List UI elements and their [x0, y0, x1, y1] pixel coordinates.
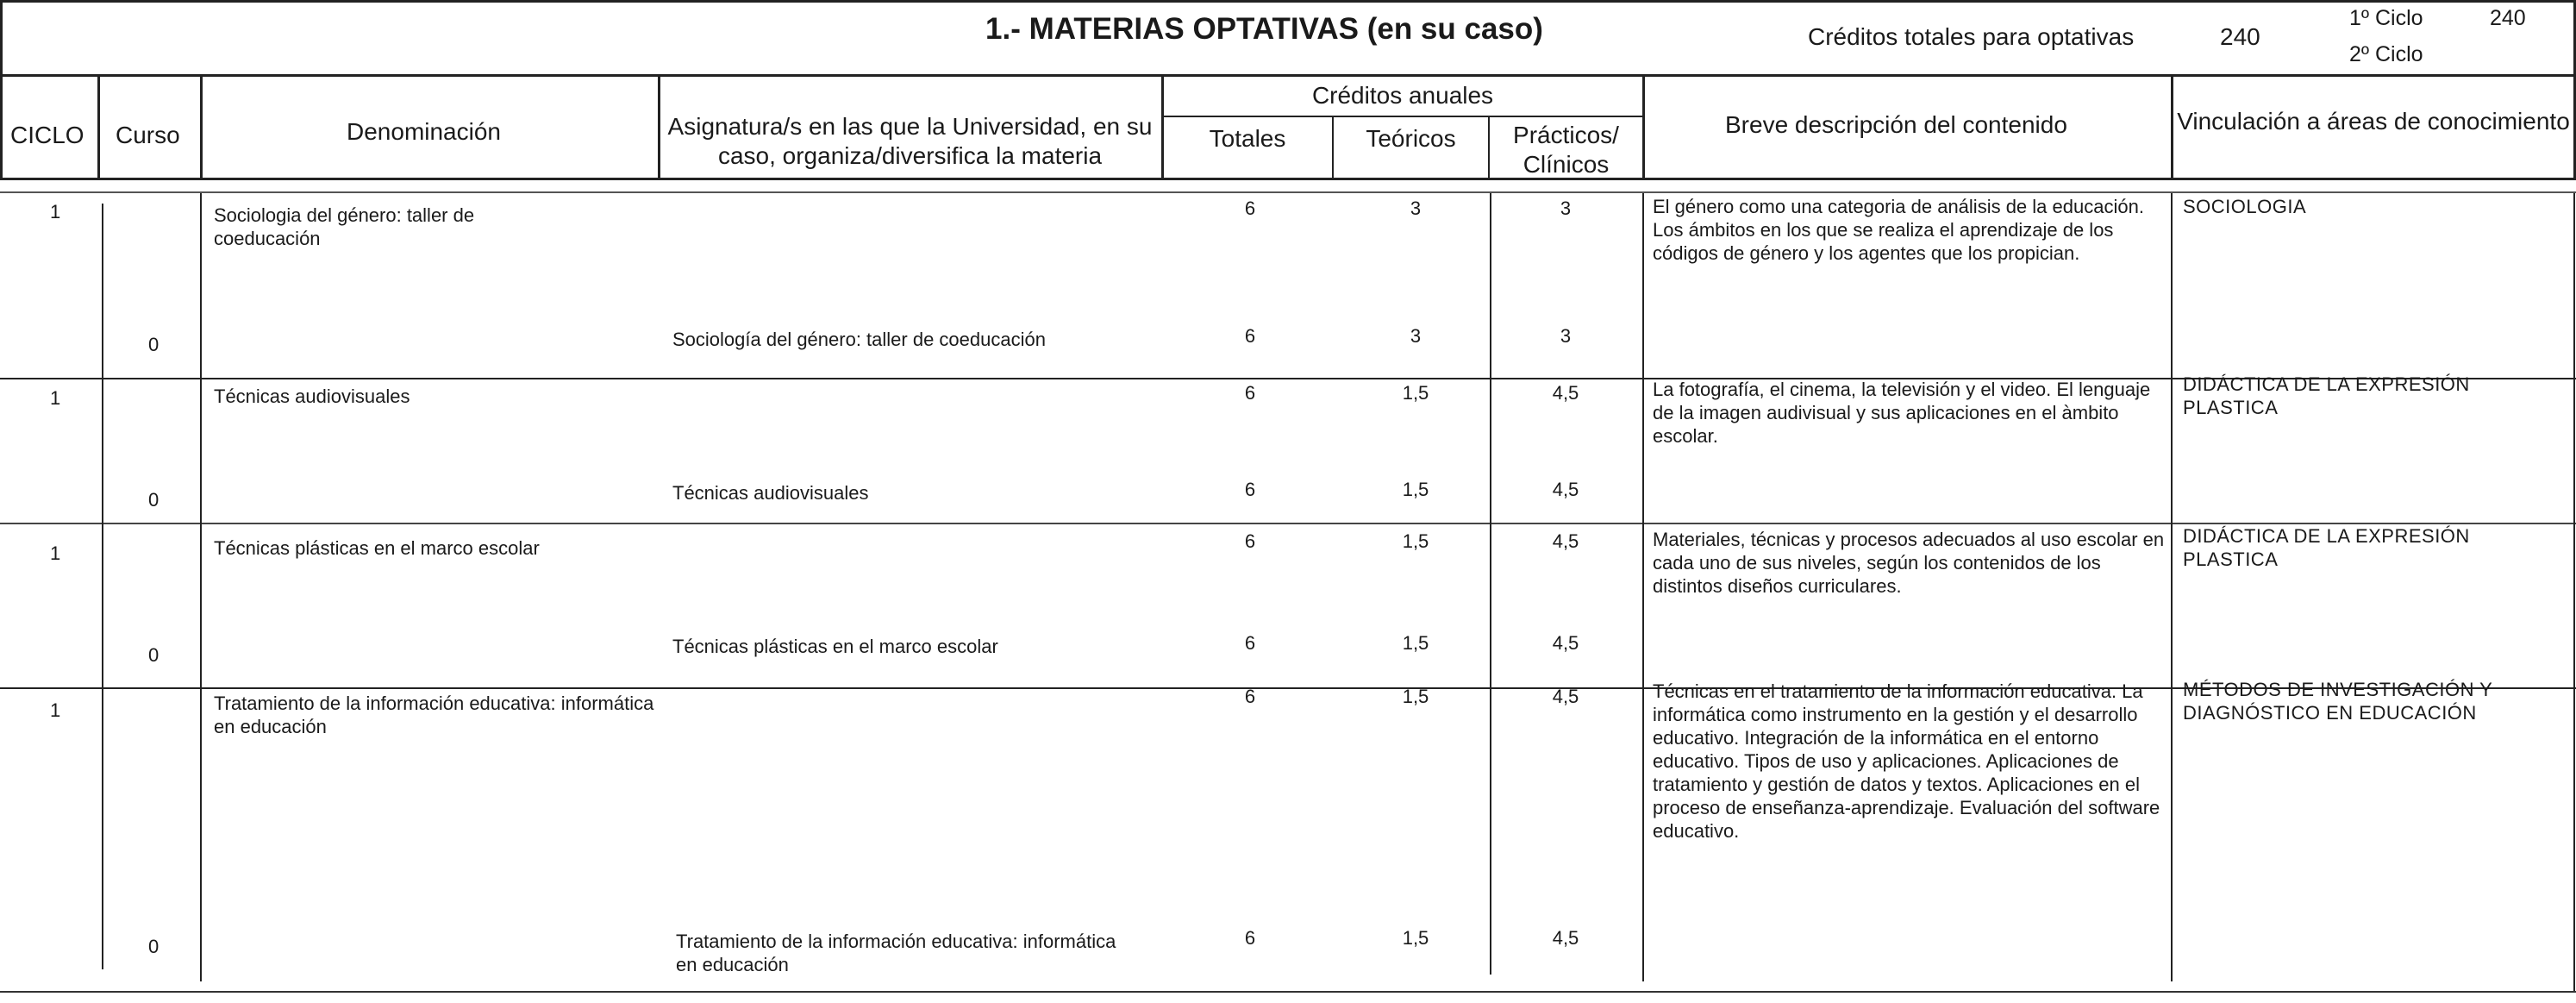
hdr-sep-1 [97, 76, 100, 179]
row3-practicos: 4,5 [1552, 530, 1579, 552]
body-right-line [2573, 193, 2575, 991]
hdr-sep-7 [1642, 76, 1645, 179]
hdr-sep-3 [658, 76, 660, 179]
row3-totales: 6 [1244, 530, 1256, 552]
creditos-totales-value: 240 [2220, 23, 2260, 50]
row3-sub-practicos: 4,5 [1552, 632, 1579, 654]
row4-practicos: 4,5 [1552, 686, 1579, 707]
page-title: 1.- MATERIAS OPTATIVAS (en su caso) [985, 12, 1543, 46]
frame-top-line [0, 0, 2576, 3]
row1-sub-totales: 6 [1244, 325, 1256, 347]
row1-teoricos: 3 [1410, 197, 1422, 219]
creditos-anuales-underline [1161, 116, 1642, 117]
body-top-line [0, 191, 2576, 193]
row1-curso: 0 [148, 334, 159, 355]
row3-denominacion: Técnicas plásticas en el marco escolar [214, 537, 540, 559]
col-header-vinculacion: Vinculación a áreas de conocimiento [2177, 108, 2570, 135]
row2-practicos: 4,5 [1552, 382, 1579, 404]
row2-descripcion: La fotografía, el cinema, la televisión y el video. El lenguaje de la imagen audivisual y sus aplicaciones en el àmbito escolar. [1653, 379, 2151, 447]
hdr-sep-2 [200, 76, 203, 179]
row4-sub-totales: 6 [1244, 927, 1256, 949]
col-header-descripcion: Breve descripción del contenido [1725, 111, 2067, 138]
bottom-line [0, 991, 2576, 993]
col-header-totales: Totales [1209, 125, 1286, 152]
row4-ciclo: 1 [50, 699, 61, 721]
ciclo2-label: 2º Ciclo [2349, 42, 2423, 66]
row4-totales: 6 [1244, 686, 1256, 707]
row2-sub-teoricos: 1,5 [1402, 479, 1429, 500]
row2-curso: 0 [148, 489, 159, 511]
body-sep-1 [102, 204, 103, 969]
header-bottom-line [0, 178, 2576, 180]
ciclo1-label: 1º Ciclo [2349, 6, 2423, 30]
row1-descripcion: El género como una categoria de análisis de la educación. Los ámbitos en los que se realiza el aprendizaje de los códigos de género y los agentes que los propician. [1653, 196, 2144, 264]
row2-vinculacion: DIDÁCTICA DE LA EXPRESIÓN PLASTICA [2183, 373, 2470, 418]
row1-sub-teoricos: 3 [1410, 325, 1422, 347]
row1-ciclo: 1 [50, 201, 61, 223]
row3-curso: 0 [148, 644, 159, 666]
row2-sub-totales: 6 [1244, 479, 1256, 500]
row3-teoricos: 1,5 [1402, 530, 1429, 552]
row1-vinculacion: SOCIOLOGIA [2183, 196, 2307, 217]
hdr-sep-8 [2171, 76, 2173, 179]
row4-curso: 0 [148, 936, 159, 957]
ciclo1-value: 240 [2490, 6, 2526, 30]
body-sep-5 [2171, 193, 2173, 981]
body-sep-3 [1490, 193, 1491, 975]
title-bottom-line [0, 74, 2576, 77]
row3-ciclo: 1 [50, 542, 61, 564]
row2-totales: 6 [1244, 382, 1256, 404]
row4-vinculacion: MÉTODOS DE INVESTIGACIÓN Y DIAGNÓSTICO EN EDUCACIÓN [2183, 679, 2492, 724]
row3-asignatura: Técnicas plásticas en el marco escolar [672, 636, 998, 657]
row2-ciclo: 1 [50, 387, 61, 409]
row3-vinculacion: DIDÁCTICA DE LA EXPRESIÓN PLASTICA [2183, 525, 2470, 570]
col-header-asignatura: Asignatura/s en las que la Universidad, en su caso, organiza/diversifica la materia [667, 113, 1153, 169]
col-header-curso: Curso [116, 122, 180, 148]
row4-sub-practicos: 4,5 [1552, 927, 1579, 949]
body-sep-4 [1642, 193, 1644, 981]
col-header-ciclo: CICLO [10, 122, 84, 148]
row4-asignatura: Tratamiento de la información educativa: informática en educación [676, 931, 1116, 975]
col-header-practicos: Prácticos/ Clínicos [1513, 122, 1619, 178]
frame-left-line [0, 0, 3, 179]
row2-sub-practicos: 4,5 [1552, 479, 1579, 500]
row1-denominacion: Sociologia del género: taller de coeducación [214, 204, 475, 249]
row4-sub-teoricos: 1,5 [1402, 927, 1429, 949]
row1-asignatura: Sociología del género: taller de coeducación [672, 329, 1046, 350]
row2-asignatura: Técnicas audiovisuales [672, 482, 869, 504]
col-header-creditos-anuales: Créditos anuales [1311, 82, 1494, 109]
body-sep-2 [200, 193, 202, 981]
row3-descripcion: Materiales, técnicas y procesos adecuados al uso escolar en cada uno de sus niveles, según los contenidos de los distintos diseños curriculares. [1653, 529, 2165, 597]
row2-teoricos: 1,5 [1402, 382, 1429, 404]
col-header-denominacion: Denominación [347, 118, 501, 145]
row1-totales: 6 [1244, 197, 1256, 219]
row4-descripcion: Técnicas en el tratamiento de la información educativa. La informática como instrumento en la gestión y el desarrollo educativo. Integración de la informática en el entorno educativo. Tipos de uso y aplicaciones. Aplicaciones de tratamiento y gestión de datos y textos. Aplicaciones en el proceso de enseñanza-aprendizaje. Evaluación del software educativo. [1653, 680, 2160, 842]
row1-sub-practicos: 3 [1560, 325, 1572, 347]
row4-denominacion: Tratamiento de la información educativa: informática en educación [214, 693, 654, 737]
col-header-teoricos: Teóricos [1366, 125, 1456, 152]
row1-practicos: 3 [1560, 197, 1572, 219]
row3-sub-teoricos: 1,5 [1402, 632, 1429, 654]
row3-sub-totales: 6 [1244, 632, 1256, 654]
creditos-totales-label: Créditos totales para optativas [1808, 23, 2135, 50]
row4-teoricos: 1,5 [1402, 686, 1429, 707]
row2-denominacion: Técnicas audiovisuales [214, 386, 410, 407]
